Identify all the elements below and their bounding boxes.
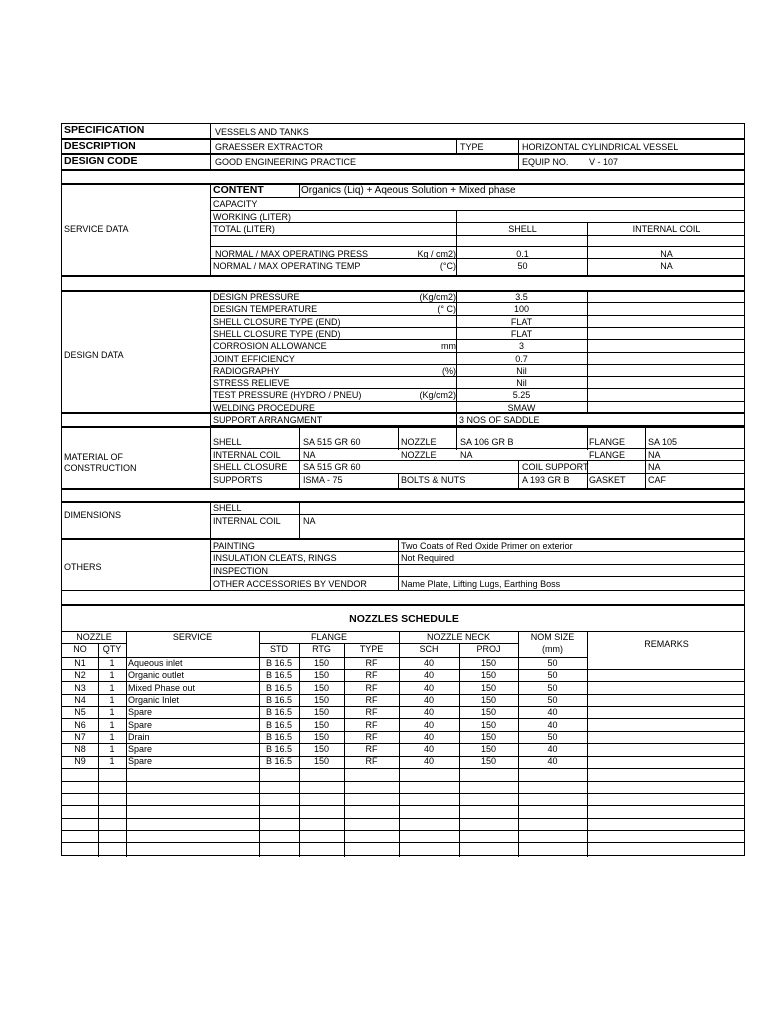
grid-line [62,538,744,540]
grid-line [126,631,127,857]
grid-line [518,460,519,488]
grid-line [456,210,457,275]
grid-line [587,426,588,450]
grid-line [456,139,457,153]
design-row-unit: (Kg/cm2) [419,292,456,302]
h-nom-size: NOM SIZE [530,632,575,642]
neck-sch: 40 [423,719,434,730]
design-row-label: JOINT EFFICIENCY [213,353,295,364]
design-row-label: RADIOGRAPHY [213,365,280,376]
nom-size: 40 [547,719,558,730]
mat-nozzle2-label: NOZZLE [401,450,437,460]
mat-flange1-label: FLANGE [589,437,626,447]
neck-sch: 40 [423,670,434,681]
grid-line [210,183,211,275]
h-neck: NOZZLE NECK [426,632,490,642]
grid-line [62,501,744,503]
neck-sch: 40 [423,756,434,767]
shell-header: SHELL [508,224,537,234]
neck-proj: 150 [480,756,497,767]
grid-line [210,460,744,461]
flange-std: B 16.5 [265,694,293,705]
grid-line [210,246,744,247]
h-type: TYPE [359,644,384,654]
flange-type: RF [365,744,378,755]
neck-proj: 150 [480,731,497,742]
mat-coil-support-value: NA [648,462,661,472]
dimensions-label: DIMENSIONS [64,510,122,520]
grid-line [587,290,588,412]
grid-line [398,538,399,590]
specification-value: VESSELS AND TANKS [215,127,309,137]
grid-line [62,275,744,277]
flange-rtg: 150 [313,682,330,693]
neck-proj: 150 [480,658,497,668]
neck-proj: 150 [480,670,497,681]
h-no: NO [73,644,87,654]
grid-line [210,501,211,538]
service-data-label: SERVICE DATA [64,224,129,234]
coil-header: INTERNAL COIL [632,224,701,234]
nozzle-no: N2 [74,670,86,681]
h-proj: PROJ [476,644,501,654]
flange-rtg: 150 [313,731,330,742]
content-label: CONTENT [213,184,264,196]
design-code-label: DESIGN CODE [64,155,138,167]
flange-rtg: 150 [313,756,330,767]
nozzle-qty: 1 [109,707,115,718]
equip-no-value: V - 107 [589,157,619,167]
nozzle-no: N5 [74,707,86,718]
insulation-label: INSULATION CLEATS, RINGS [213,553,337,563]
design-row-value: FLAT [510,316,533,327]
neck-sch: 40 [423,682,434,693]
temp-coil: NA [660,261,673,271]
temp-label: NORMAL / MAX OPERATING TEMP [213,261,361,271]
design-row-label: SHELL CLOSURE TYPE (END) [213,328,341,339]
design-row-value: 3 NOS OF SADDLE [459,415,540,425]
flange-type: RF [365,756,378,767]
mat-nozzle1-label: NOZZLE [401,437,437,447]
painting-label: PAINTING [213,541,255,551]
nom-size: 40 [547,756,558,767]
neck-proj: 150 [480,744,497,755]
design-row-label: WELDING PROCEDURE [213,402,316,413]
mat-supports-label: SUPPORTS [213,475,263,485]
description-label: DESCRIPTION [64,140,136,152]
mat-coil-label: INTERNAL COIL [213,450,281,460]
nozzle-no: N4 [74,694,86,705]
neck-sch: 40 [423,694,434,705]
design-row-value: Nil [516,378,527,389]
description-value: GRAESSER EXTRACTOR [215,142,323,152]
design-row-value: 5.25 [512,390,531,401]
mat-gasket-label: GASKET [589,475,626,485]
grid-line [587,631,588,857]
grid-line [210,576,744,577]
grid-line [62,793,744,794]
grid-line [518,139,519,169]
design-row-value: 100 [513,304,530,315]
flange-rtg: 150 [313,707,330,718]
nom-size: 50 [547,694,558,705]
grid-line [210,473,744,474]
insulation-value: Not Required [401,553,455,563]
nozzle-no: N8 [74,744,86,755]
mat-closure-value: SA 515 GR 60 [303,462,361,472]
grid-line [62,805,744,806]
flange-std: B 16.5 [265,707,293,718]
nozzle-service: Spare [128,744,153,755]
design-row-value: 3.5 [515,292,528,302]
flange-std: B 16.5 [265,670,293,681]
specification-sheet [61,123,745,856]
design-row-label: SHELL CLOSURE TYPE (END) [213,316,341,327]
press-shell: 0.1 [516,249,529,259]
press-label: NORMAL / MAX OPERATING PRESS [215,249,369,259]
nom-size: 50 [547,731,558,742]
h-remarks: REMARKS [644,639,689,649]
neck-proj: 150 [480,682,497,693]
nozzle-service: Mixed Phase out [128,682,196,693]
nozzle-no: N9 [74,756,86,767]
mat-nozzle2-value: NA [460,450,473,460]
mat-coil-value: NA [303,450,316,460]
h-nozzle: NOZZLE [76,632,112,642]
flange-type: RF [365,731,378,742]
design-data-label: DESIGN DATA [64,350,124,360]
nozzle-no: N7 [74,731,86,742]
nozzle-no: N3 [74,682,86,693]
design-row-label: CORROSION ALLOWANCE [213,341,327,352]
mat-bolts-label: BOLTS & NUTS [401,475,466,485]
h-service: SERVICE [172,632,213,642]
grid-line [299,426,300,488]
flange-rtg: 150 [313,658,330,668]
specification-label: SPECIFICATION [64,124,145,136]
press-coil: NA [660,249,673,259]
nozzle-service: Spare [128,756,153,767]
grid-line [210,538,211,590]
flange-type: RF [365,682,378,693]
grid-line [210,235,744,236]
h-flange: FLANGE [310,632,347,642]
grid-line [210,514,744,515]
design-row-value: 3 [518,341,524,352]
grid-line [210,564,744,565]
design-row-unit: (Kg/cm2) [419,390,456,401]
nozzle-service: Spare [128,719,153,730]
others-label: OTHERS [64,562,102,572]
material-label: MATERIAL OF [64,452,124,462]
design-row-label: DESIGN TEMPERATURE [213,304,318,315]
accessories-label: OTHER ACCESSORIES BY VENDOR [213,579,367,589]
grid-line [62,138,744,140]
flange-rtg: 150 [313,694,330,705]
nozzle-service: Spare [128,707,153,718]
mat-bolts-value: A 193 GR B [522,475,570,485]
h-rtg: RTG [312,644,331,654]
nom-size: 50 [547,682,558,693]
grid-line [210,426,211,488]
temp-shell: 50 [517,261,528,271]
design-row-unit: (%) [442,365,456,376]
mat-flange2-value: NA [648,450,661,460]
grid-line [62,830,744,831]
nozzle-service: Drain [128,731,150,742]
design-row-label: STRESS RELIEVE [213,378,290,389]
painting-value: Two Coats of Red Oxide Primer on exterior [401,541,573,551]
design-row-unit: (° C) [437,304,456,315]
nom-size: 50 [547,670,558,681]
flange-type: RF [365,719,378,730]
type-label: TYPE [460,142,484,152]
design-code-value: GOOD ENGINEERING PRACTICE [215,157,357,167]
accessories-value: Name Plate, Lifting Lugs, Earthing Boss [401,579,561,589]
grid-line [62,426,744,428]
neck-sch: 40 [423,731,434,742]
equip-no-label: EQUIP NO. [522,157,569,167]
grid-line [62,488,744,490]
grid-line [210,197,744,198]
neck-proj: 150 [480,694,497,705]
grid-line [210,124,211,169]
mat-flange2-label: FLANGE [589,450,626,460]
type-value: HORIZONTAL CYLINDRICAL VESSEL [522,142,679,152]
flange-rtg: 150 [313,719,330,730]
flange-std: B 16.5 [265,756,293,767]
flange-rtg: 150 [313,744,330,755]
grid-line [210,290,211,426]
total-label: TOTAL (LITER) [213,224,275,234]
mat-flange1-value: SA 105 [648,437,678,447]
design-row-label: DESIGN PRESSURE [213,292,300,302]
mat-shell-label: SHELL [213,437,242,447]
nozzle-qty: 1 [109,744,115,755]
grid-line [210,448,744,449]
grid-line [62,768,744,769]
mat-supports-value: ISMA - 75 [303,475,343,485]
flange-std: B 16.5 [265,744,293,755]
nozzle-qty: 1 [109,682,115,693]
flange-std: B 16.5 [265,682,293,693]
neck-sch: 40 [423,658,434,668]
h-std: STD [270,644,288,654]
content-value: Organics (Liq) + Aqeous Solution + Mixed phase [301,185,516,196]
grid-line [62,590,744,591]
h-qty: QTY [102,644,122,654]
h-mm: (mm) [542,644,563,654]
neck-sch: 40 [423,744,434,755]
flange-std: B 16.5 [265,719,293,730]
design-row-value: SMAW [507,402,536,413]
flange-rtg: 150 [313,670,330,681]
grid-line [456,426,457,450]
nozzle-service: Organic Inlet [128,694,180,705]
dim-coil-label: INTERNAL COIL [213,516,281,526]
grid-line [62,781,744,782]
nozzle-no: N6 [74,719,86,730]
mat-nozzle1-value: SA 106 GR B [460,437,514,447]
construction-label: CONSTRUCTION [64,463,137,473]
nozzle-qty: 1 [109,670,115,681]
mat-closure-label: SHELL CLOSURE [213,462,288,472]
flange-type: RF [365,670,378,681]
grid-line [398,473,399,488]
grid-line [299,183,300,197]
flange-type: RF [365,694,378,705]
design-row-label: SUPPORT ARRANGMENT [213,415,323,425]
nozzle-qty: 1 [109,756,115,767]
inspection-label: INSPECTION [213,566,269,576]
design-row-value: Nil [516,365,527,376]
grid-line [210,210,744,211]
h-sch: SCH [419,644,439,654]
grid-line [62,169,744,171]
dim-coil-value: NA [303,516,316,526]
mat-gasket-value: CAF [648,475,666,485]
design-row-label: TEST PRESSURE (HYDRO / PNEU) [213,390,362,401]
working-label: WORKING (LITER) [213,212,291,222]
capacity-label: CAPACITY [213,199,258,209]
nom-size: 40 [547,707,558,718]
grid-line [645,426,646,488]
nozzle-qty: 1 [109,731,115,742]
nozzle-qty: 1 [109,719,115,730]
grid-line [62,153,744,155]
design-row-unit: mm [441,341,456,352]
grid-line [62,604,744,606]
nozzles-schedule-title: NOZZLES SCHEDULE [349,613,459,625]
mat-coil-support-label: COIL SUPPORT [522,462,589,472]
flange-std: B 16.5 [265,658,293,668]
temp-unit: (°C) [439,261,456,271]
nozzle-no: N1 [74,658,86,668]
flange-type: RF [365,658,378,668]
nom-size: 50 [547,658,558,668]
flange-type: RF [365,707,378,718]
press-unit: Kg / cm2) [417,249,456,259]
grid-line [62,842,744,843]
flange-std: B 16.5 [265,731,293,742]
nom-size: 40 [547,744,558,755]
grid-line [299,501,300,538]
dim-shell-label: SHELL [213,503,242,513]
nozzle-service: Organic outlet [128,670,185,681]
nozzle-qty: 1 [109,658,115,668]
design-row-value: FLAT [510,328,533,339]
design-row-value: 0.7 [515,353,528,364]
grid-line [398,426,399,450]
grid-line [62,818,744,819]
nozzle-qty: 1 [109,694,115,705]
neck-sch: 40 [423,707,434,718]
neck-proj: 150 [480,707,497,718]
neck-proj: 150 [480,719,497,730]
mat-shell-value: SA 515 GR 60 [303,437,361,447]
nozzle-service: Aqueous inlet [128,658,183,668]
